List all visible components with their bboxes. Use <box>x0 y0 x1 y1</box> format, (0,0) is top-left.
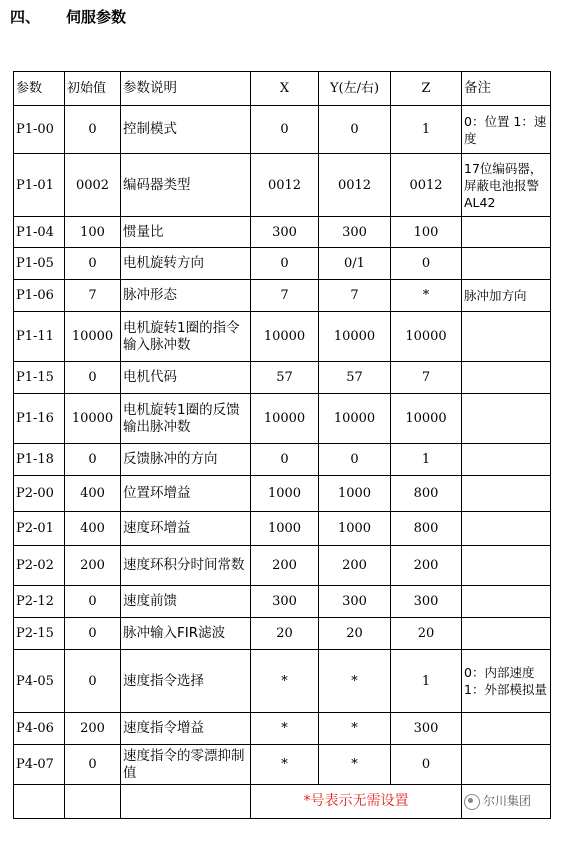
row-initial: 0 <box>65 586 121 618</box>
row-description: 电机旋转1圈的指令输入脉冲数 <box>121 312 251 362</box>
row-description: 控制模式 <box>121 106 251 154</box>
row-description: 编码器类型 <box>121 154 251 217</box>
row-y: 0 <box>319 444 391 476</box>
table-row <box>14 248 551 280</box>
header-note: 备注 <box>462 72 551 106</box>
row-x: * <box>251 650 319 713</box>
row-y: 0012 <box>319 154 391 217</box>
row-y: 200 <box>319 546 391 586</box>
row-param: P1-05 <box>14 248 65 280</box>
table-row <box>14 586 551 618</box>
row-description: 惯量比 <box>121 217 251 248</box>
row-z: 10000 <box>391 394 462 444</box>
servo-parameter-table <box>13 71 551 819</box>
row-note: 0：内部速度 1：外部模拟量 <box>462 650 551 713</box>
row-param: P4-07 <box>14 745 65 785</box>
header-y: Y(左/右) <box>319 72 391 106</box>
table-row <box>14 546 551 586</box>
row-y: 300 <box>319 586 391 618</box>
row-param: P2-02 <box>14 546 65 586</box>
row-description: 电机旋转方向 <box>121 248 251 280</box>
header-initial: 初始值 <box>65 72 121 106</box>
row-z: 800 <box>391 512 462 546</box>
row-z: 1 <box>391 106 462 154</box>
wechat-logo-icon <box>464 794 480 810</box>
row-x: 0 <box>251 444 319 476</box>
empty-cell <box>14 785 65 819</box>
row-description: 速度环积分时间常数 <box>121 546 251 586</box>
row-param: P2-00 <box>14 476 65 512</box>
row-note: 17位编码器，屏蔽电池报警AL42 <box>462 154 551 217</box>
row-note <box>462 546 551 586</box>
table-row <box>14 362 551 394</box>
table-footer-row <box>14 785 551 819</box>
row-initial: 0 <box>65 248 121 280</box>
row-param: P4-06 <box>14 713 65 745</box>
footnote-cell <box>251 785 462 819</box>
row-x: 7 <box>251 280 319 312</box>
row-x: * <box>251 713 319 745</box>
row-z: 7 <box>391 362 462 394</box>
row-z: 0 <box>391 248 462 280</box>
row-description: 脉冲输入FIR滤波 <box>121 618 251 650</box>
table-row <box>14 745 551 785</box>
row-z: 1 <box>391 444 462 476</box>
table-header-row <box>14 72 551 106</box>
row-z: 800 <box>391 476 462 512</box>
row-description: 速度指令增益 <box>121 713 251 745</box>
row-z: 0012 <box>391 154 462 217</box>
row-y: 10000 <box>319 312 391 362</box>
row-z: 10000 <box>391 312 462 362</box>
table-row <box>14 217 551 248</box>
row-x: 57 <box>251 362 319 394</box>
row-note <box>462 362 551 394</box>
row-x: 0 <box>251 106 319 154</box>
row-initial: 0002 <box>65 154 121 217</box>
row-param: P2-12 <box>14 586 65 618</box>
row-param: P1-04 <box>14 217 65 248</box>
row-description: 速度前馈 <box>121 586 251 618</box>
row-x: 1000 <box>251 512 319 546</box>
row-x: 0012 <box>251 154 319 217</box>
row-y: * <box>319 713 391 745</box>
row-z: 300 <box>391 713 462 745</box>
row-note <box>462 248 551 280</box>
row-param: P4-05 <box>14 650 65 713</box>
row-description: 电机旋转1圈的反馈输出脉冲数 <box>121 394 251 444</box>
table-row <box>14 713 551 745</box>
row-z: 100 <box>391 217 462 248</box>
row-initial: 0 <box>65 106 121 154</box>
row-note <box>462 713 551 745</box>
row-note <box>462 586 551 618</box>
row-note: 0：位置 1：速度 <box>462 106 551 154</box>
row-param: P1-15 <box>14 362 65 394</box>
row-x: 1000 <box>251 476 319 512</box>
header-z: Z <box>391 72 462 106</box>
row-x: 0 <box>251 248 319 280</box>
row-x: 300 <box>251 217 319 248</box>
empty-cell <box>65 785 121 819</box>
table-row <box>14 280 551 312</box>
table-row <box>14 618 551 650</box>
row-x: * <box>251 745 319 785</box>
row-y: 1000 <box>319 512 391 546</box>
row-y: 20 <box>319 618 391 650</box>
section-title: 伺服参数 <box>66 8 127 26</box>
table-row <box>14 394 551 444</box>
row-description: 速度指令的零漂抑制值 <box>121 745 251 785</box>
row-z: 300 <box>391 586 462 618</box>
row-y: * <box>319 745 391 785</box>
row-param: P1-11 <box>14 312 65 362</box>
table-row <box>14 106 551 154</box>
row-z: 1 <box>391 650 462 713</box>
section-number: 四、 <box>10 8 41 26</box>
row-description: 脉冲形态 <box>121 280 251 312</box>
row-note <box>462 476 551 512</box>
row-initial: 200 <box>65 713 121 745</box>
row-y: * <box>319 650 391 713</box>
row-description: 位置环增益 <box>121 476 251 512</box>
row-initial: 10000 <box>65 394 121 444</box>
row-initial: 7 <box>65 280 121 312</box>
watermark-cell <box>462 785 551 819</box>
row-z: 200 <box>391 546 462 586</box>
row-note <box>462 217 551 248</box>
table-row <box>14 312 551 362</box>
row-x: 300 <box>251 586 319 618</box>
row-x: 20 <box>251 618 319 650</box>
footnote-text: *号表示无需设置 <box>303 793 409 809</box>
row-x: 10000 <box>251 394 319 444</box>
row-y: 300 <box>319 217 391 248</box>
row-initial: 400 <box>65 512 121 546</box>
row-initial: 400 <box>65 476 121 512</box>
row-x: 10000 <box>251 312 319 362</box>
row-param: P1-16 <box>14 394 65 444</box>
table-row <box>14 154 551 217</box>
row-initial: 0 <box>65 745 121 785</box>
section-heading <box>10 6 126 27</box>
row-z: * <box>391 280 462 312</box>
watermark <box>464 794 531 808</box>
row-note <box>462 312 551 362</box>
row-note <box>462 512 551 546</box>
row-y: 57 <box>319 362 391 394</box>
row-param: P1-06 <box>14 280 65 312</box>
row-initial: 0 <box>65 618 121 650</box>
table-row <box>14 476 551 512</box>
header-param: 参数 <box>14 72 65 106</box>
row-y: 7 <box>319 280 391 312</box>
row-initial: 0 <box>65 362 121 394</box>
row-y: 0/1 <box>319 248 391 280</box>
row-initial: 10000 <box>65 312 121 362</box>
row-note: 脉冲加方向 <box>462 280 551 312</box>
row-param: P1-01 <box>14 154 65 217</box>
table-row <box>14 512 551 546</box>
row-note <box>462 618 551 650</box>
row-initial: 0 <box>65 650 121 713</box>
row-initial: 200 <box>65 546 121 586</box>
watermark-text: 尔川集团 <box>483 794 532 808</box>
row-y: 1000 <box>319 476 391 512</box>
row-y: 0 <box>319 106 391 154</box>
row-note <box>462 394 551 444</box>
row-note <box>462 745 551 785</box>
row-description: 速度环增益 <box>121 512 251 546</box>
row-param: P1-00 <box>14 106 65 154</box>
row-description: 反馈脉冲的方向 <box>121 444 251 476</box>
row-z: 20 <box>391 618 462 650</box>
row-param: P2-01 <box>14 512 65 546</box>
row-description: 电机代码 <box>121 362 251 394</box>
row-y: 10000 <box>319 394 391 444</box>
table-row <box>14 444 551 476</box>
row-initial: 100 <box>65 217 121 248</box>
row-param: P2-15 <box>14 618 65 650</box>
row-initial: 0 <box>65 444 121 476</box>
table-row <box>14 650 551 713</box>
row-note <box>462 444 551 476</box>
row-description: 速度指令选择 <box>121 650 251 713</box>
header-x: X <box>251 72 319 106</box>
header-description: 参数说明 <box>121 72 251 106</box>
row-param: P1-18 <box>14 444 65 476</box>
row-x: 200 <box>251 546 319 586</box>
row-z: 0 <box>391 745 462 785</box>
empty-cell <box>121 785 251 819</box>
